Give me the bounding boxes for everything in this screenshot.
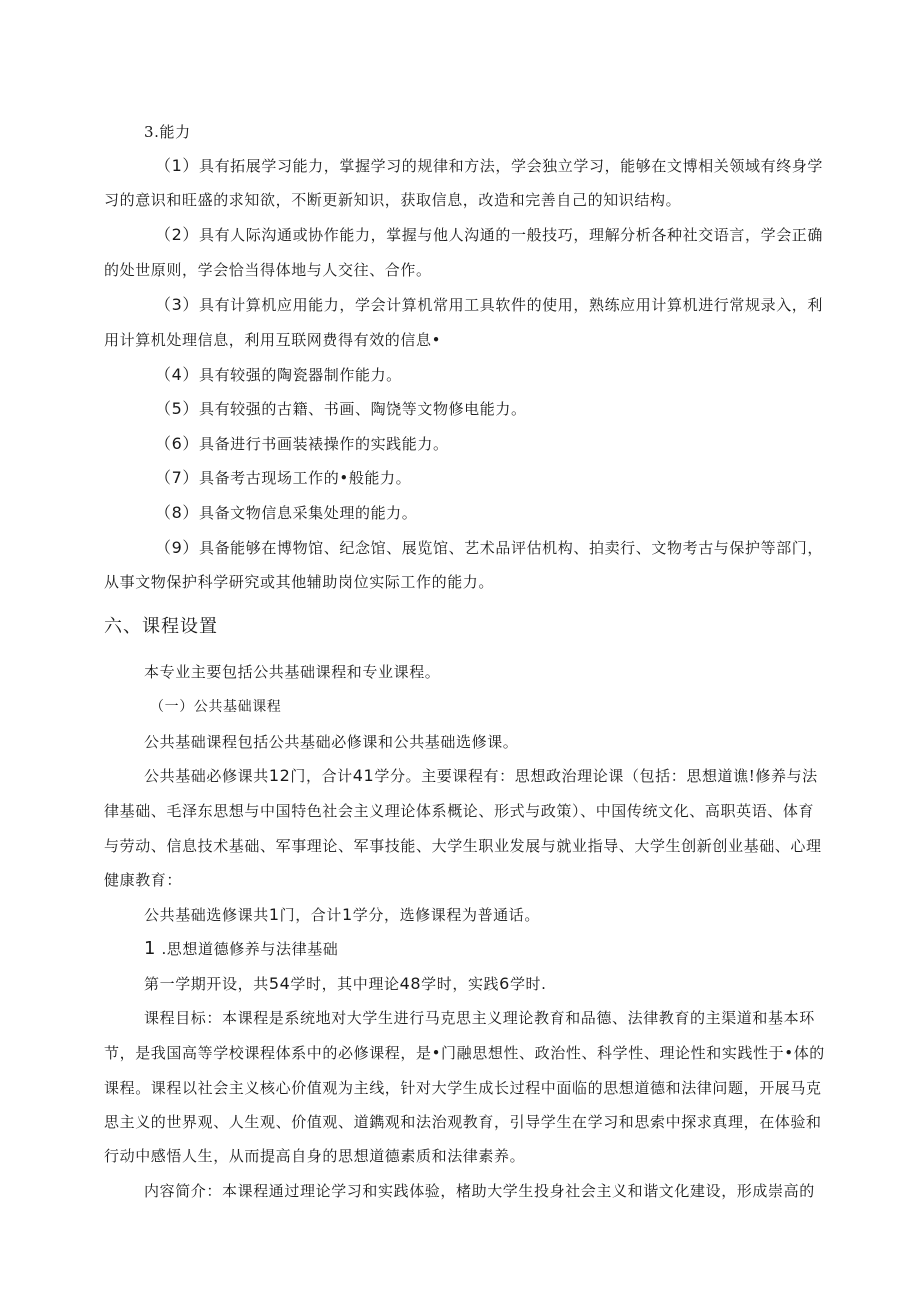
text: 学分。主要课程有：思想政治理论课（包括：思想道谯!修养与法: [374, 767, 818, 785]
item-number: （2）: [155, 225, 199, 244]
item-text: 具有拓展学习能力，掌握学习的规律和方法，学会独立学习，能够在文博相关领域有终身学: [198, 157, 823, 175]
paragraph-public-basic: 公共基础课程包括公共基础必修课和公共基础选修课。: [144, 733, 519, 751]
ability-item-5: [155, 399, 527, 419]
ability-item-9: [155, 538, 823, 558]
item-text: 具有计算机应用能力，学会计算机常用工具软件的使用，熟练应用计算机进行常规录入，利: [198, 296, 823, 314]
item-number: （5）: [155, 399, 199, 418]
ability-item-8: [155, 503, 417, 523]
course-schedule: [144, 974, 547, 994]
number: 48: [399, 974, 422, 993]
course-goal-line-4: 思主义的世界观、人生观、价值观、道鐫观和法治观教育，引导学生在学习和思索中探求真理，在体验和: [104, 1113, 822, 1131]
text: 学时，其中理论: [290, 975, 400, 993]
ability-item-3-cont: 用计算机处理信息，利用互联网费得有效的信息•: [104, 331, 442, 349]
text: 学时.: [509, 975, 547, 993]
section-title: 六、课程设置: [104, 616, 218, 637]
text: 第一学期开设，共: [144, 975, 269, 993]
text: 门，合计: [279, 906, 342, 924]
number: 54: [268, 974, 291, 993]
text: 学分，选修课程为普通话。: [352, 906, 540, 924]
item-text: 具备考古现场工作的•般能力。: [198, 469, 412, 487]
course-goal-line-1: 课程目标：本课程是系统地对大学生进行马克思主义理论教育和品德、法律教育的主渠道和基本环: [144, 1009, 815, 1027]
item-number: （4）: [155, 365, 199, 384]
item-number: （7）: [155, 468, 199, 487]
item-text: 具备进行书画装裱操作的实践能力。: [198, 435, 449, 453]
course-goal-line-2: 节，是我国高等学校课程体系中的必修课程，是•门融思想性、政治性、科学性、理论性和实践性于•体的: [104, 1044, 825, 1062]
item-number: （1）: [155, 156, 199, 175]
ability-item-1: [155, 156, 823, 176]
ability-item-1-cont: 习的意识和旺盛的求知欲，不断更新知识，获取信息，改造和完善自己的知识结构。: [104, 191, 682, 209]
ability-item-7: [155, 468, 411, 488]
ability-item-9-cont: 从事文物保护科学研究或其他辅助岗位实际工作的能力。: [104, 573, 495, 591]
ability-item-4: [155, 365, 402, 385]
paragraph-required-cont-1: 律基础、毛泽东思想与中国特色社会主义理论体系概论、形式与政策）、中国传统文化、高职英语、体育: [104, 802, 815, 820]
course-heading: [144, 939, 338, 959]
paragraph-required-cont-3: 健康教育：: [104, 871, 183, 889]
text: 学时，实践: [421, 975, 500, 993]
ability-heading: 3.能力: [144, 123, 191, 141]
item-number: （3）: [155, 295, 199, 314]
ability-item-2: [155, 225, 823, 245]
paragraph-required: [144, 766, 818, 786]
item-text: 具有较强的古籍、书画、陶饶等文物修电能力。: [198, 400, 527, 418]
item-number: （8）: [155, 503, 199, 522]
item-text: 具备文物信息采集处理的能力。: [198, 504, 418, 522]
item-number: （6）: [155, 434, 199, 453]
item-text: 具有人际沟通或协作能力，掌握与他人沟通的一般技巧，理解分析各种社交语言，学会正确: [198, 226, 823, 244]
text: 门，合计: [290, 767, 353, 785]
course-intro-line: 内容简介：本课程通过理论学习和实践体验，楮助大学生投身社会主义和谐文化建设，形成崇高的: [144, 1182, 815, 1200]
item-text: 具备能够在博物馆、纪念馆、展览馆、艺术品评估机构、拍卖行、文物考古与保护等部门，: [198, 539, 823, 557]
paragraph-required-cont-2: 与劳动、信息技术基础、军事理论、军事技能、大学生职业发展与就业指导、大学生创新创业基础、心理: [104, 837, 822, 855]
text: 公共基础选修课共: [144, 906, 269, 924]
paragraph-elective: [144, 905, 540, 925]
course-goal-line-5: 行动中感悟人生，从而提高自身的思想道德素质和法律素养。: [104, 1147, 526, 1165]
course-title: .思想道德修养与法律基础: [161, 940, 339, 958]
number: 6: [499, 974, 510, 993]
number: 41: [352, 766, 375, 785]
subsection-title: （一）公共基础课程: [150, 699, 282, 715]
number: 1: [268, 905, 280, 924]
item-number: （9）: [155, 538, 199, 557]
ability-item-6: [155, 434, 449, 454]
course-number: 1: [144, 938, 157, 959]
number: 1: [342, 905, 353, 924]
item-text: 具有较强的陶瓷器制作能力。: [198, 366, 402, 384]
course-goal-line-3: 课程。课程以社会主义核心价值观为主线，针对大学生成长过程中面临的思想道德和法律问题，开展马克: [104, 1079, 822, 1097]
text: 公共基础必修课共: [144, 767, 269, 785]
section-intro: 本专业主要包括公共基础课程和专业课程。: [144, 663, 441, 681]
ability-item-2-cont: 的处世原则，学会恰当得体地与人交往、合作。: [104, 261, 432, 279]
number: 12: [268, 766, 291, 785]
ability-item-3: [155, 295, 823, 315]
